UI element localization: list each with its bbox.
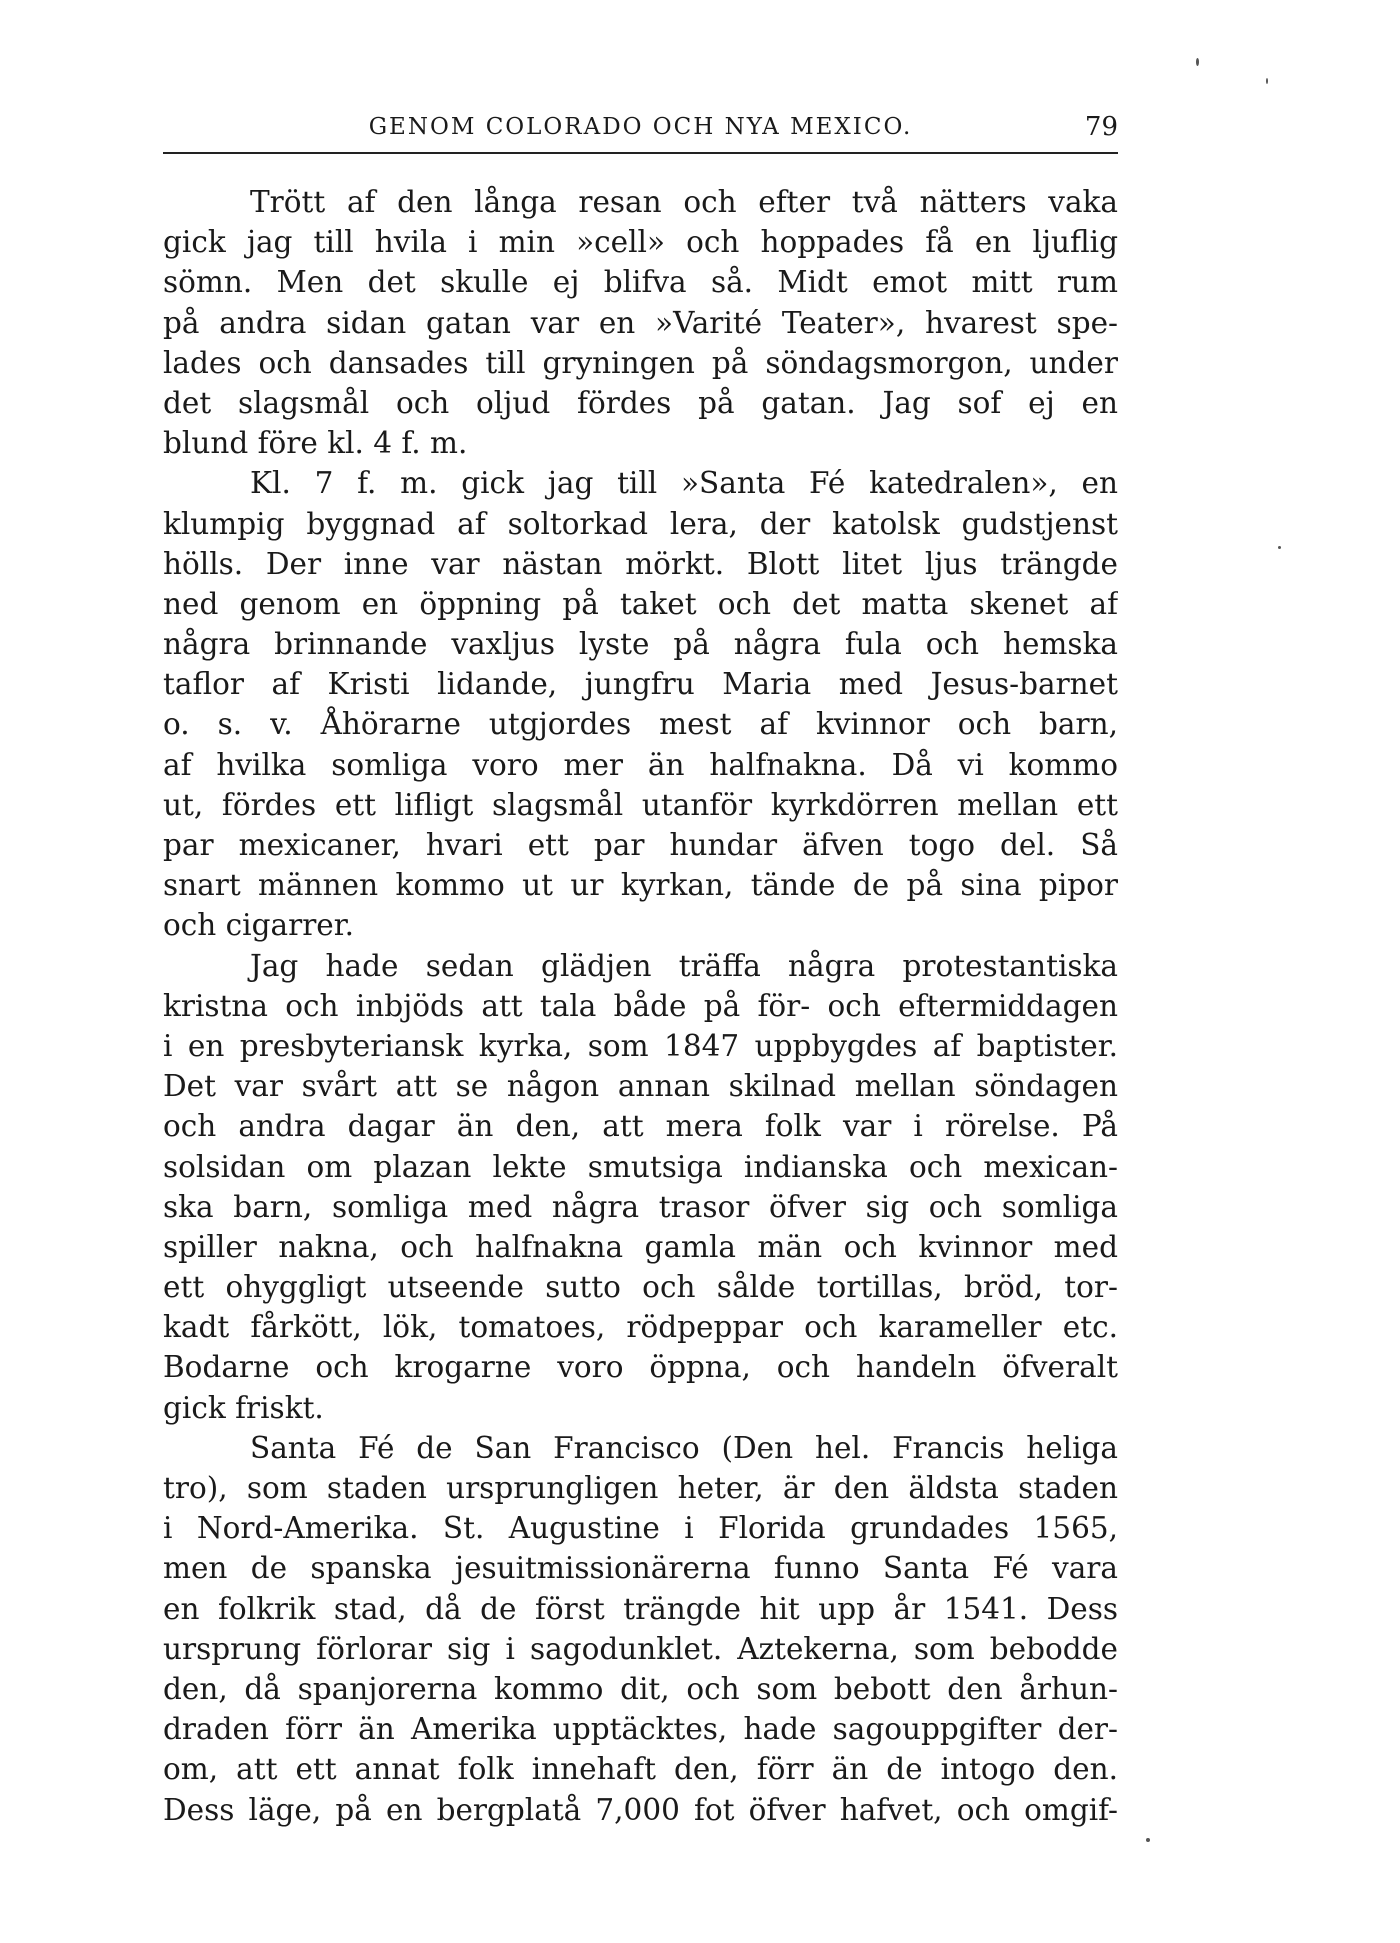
text-line: gick friskt.: [163, 1390, 324, 1425]
running-title: GENOM COLORADO OCH NYA MEXICO.: [368, 114, 913, 140]
page-number: 79: [1084, 112, 1118, 142]
text-line: klumpig byggnad af soltorkad lera, der katolsk gudstjenst: [163, 506, 1118, 541]
scan-speck: [1196, 58, 1199, 66]
text-line: af hvilka somliga voro mer än halfnakna. Då vi kommo: [163, 747, 1118, 782]
text-line: Kl. 7 f. m. gick jag till »Santa Fé katedralen», en: [250, 466, 1118, 501]
text-line: Jag hade sedan glädjen träffa några protestantiska: [250, 948, 1118, 983]
text-line: den, då spanjorerna kommo dit, och som bebott den århun-: [163, 1671, 1118, 1706]
text-line: gick jag till hvila i min »cell» och hoppades få en ljuflig: [163, 225, 1118, 260]
text-line: på andra sidan gatan var en »Varité Teater», hvarest spe-: [163, 305, 1118, 340]
text-line: draden förr än Amerika upptäcktes, hade sagouppgifter der-: [163, 1712, 1118, 1747]
text-line: par mexicaner, hvari ett par hundar äfven togo del. Så: [163, 828, 1118, 862]
text-line: ut, fördes ett lifligt slagsmål utanför kyrkdörren mellan ett: [163, 787, 1118, 822]
text-line: tro), som staden ursprungligen heter, är den äldsta staden: [163, 1471, 1118, 1505]
text-line: Bodarne och krogarne voro öppna, och handeln öfveralt: [163, 1350, 1118, 1385]
text-line: ska barn, somliga med några trasor öfver sig och somliga: [163, 1189, 1118, 1224]
text-line: ett ohyggligt utseende sutto och sålde tortillas, bröd, tor-: [163, 1270, 1118, 1305]
text-line: lades och dansades till gryningen på söndagsmorgon, under: [163, 345, 1118, 380]
text-line: taflor af Kristi lidande, jungfru Maria med Jesus-barnet: [163, 667, 1118, 702]
text-line: Det var svårt att se någon annan skilnad mellan söndagen: [163, 1069, 1118, 1104]
text-line: ned genom en öppning på taket och det matta skenet af: [163, 586, 1118, 621]
text-line: kadt fårkött, lök, tomatoes, rödpeppar och karameller etc.: [163, 1310, 1118, 1345]
text-line: det slagsmål och oljud fördes på gatan. Jag sof ej en: [163, 385, 1118, 420]
text-line: men de spanska jesuitmissionärerna funno Santa Fé vara: [163, 1551, 1118, 1586]
text-line: en folkrik stad, då de först trängde hit upp år 1541. Dess: [163, 1591, 1118, 1626]
text-line: och andra dagar än den, att mera folk var i rörelse. På: [163, 1109, 1118, 1144]
scan-speck: [1278, 546, 1281, 549]
text-line: i en presbyteriansk kyrka, som 1847 uppbygdes af baptister.: [163, 1028, 1118, 1063]
text-line: kristna och inbjöds att tala både på för- och eftermiddagen: [163, 988, 1118, 1023]
text-line: hölls. Der inne var nästan mörkt. Blott litet ljus trängde: [163, 546, 1118, 581]
running-head: [163, 108, 1118, 154]
text-line: blund före kl. 4 f. m.: [163, 426, 468, 461]
scan-speck: [1146, 1838, 1150, 1842]
text-line: och cigarrer.: [163, 908, 354, 943]
body-text: [163, 182, 1118, 1830]
text-line: i Nord-Amerika. St. Augustine i Florida grundades 1565,: [163, 1511, 1118, 1546]
text-line: solsidan om plazan lekte smutsiga indianska och mexican-: [163, 1149, 1118, 1184]
text-line: sömn. Men det skulle ej blifva så. Midt emot mitt rum: [163, 265, 1118, 300]
text-line: Santa Fé de San Francisco (Den hel. Francis heliga: [250, 1430, 1118, 1465]
text-line: några brinnande vaxljus lyste på några fula och hemska: [163, 627, 1118, 662]
text-line: Dess läge, på en bergplatå 7,000 fot öfver hafvet, och omgif-: [163, 1792, 1118, 1827]
text-line: Trött af den långa resan och efter två nätters vaka: [250, 185, 1118, 219]
text-line: ursprung förlorar sig i sagodunklet. Aztekerna, som bebodde: [163, 1631, 1118, 1666]
text-line: om, att ett annat folk innehaft den, förr än de intogo den.: [163, 1752, 1118, 1787]
text-line: o. s. v. Åhörarne utgjordes mest af kvinnor och barn,: [163, 707, 1118, 742]
scan-speck: [1266, 78, 1268, 84]
text-line: spiller nakna, och halfnakna gamla män och kvinnor med: [163, 1229, 1118, 1264]
text-line: snart männen kommo ut ur kyrkan, tände de på sina pipor: [163, 868, 1118, 903]
